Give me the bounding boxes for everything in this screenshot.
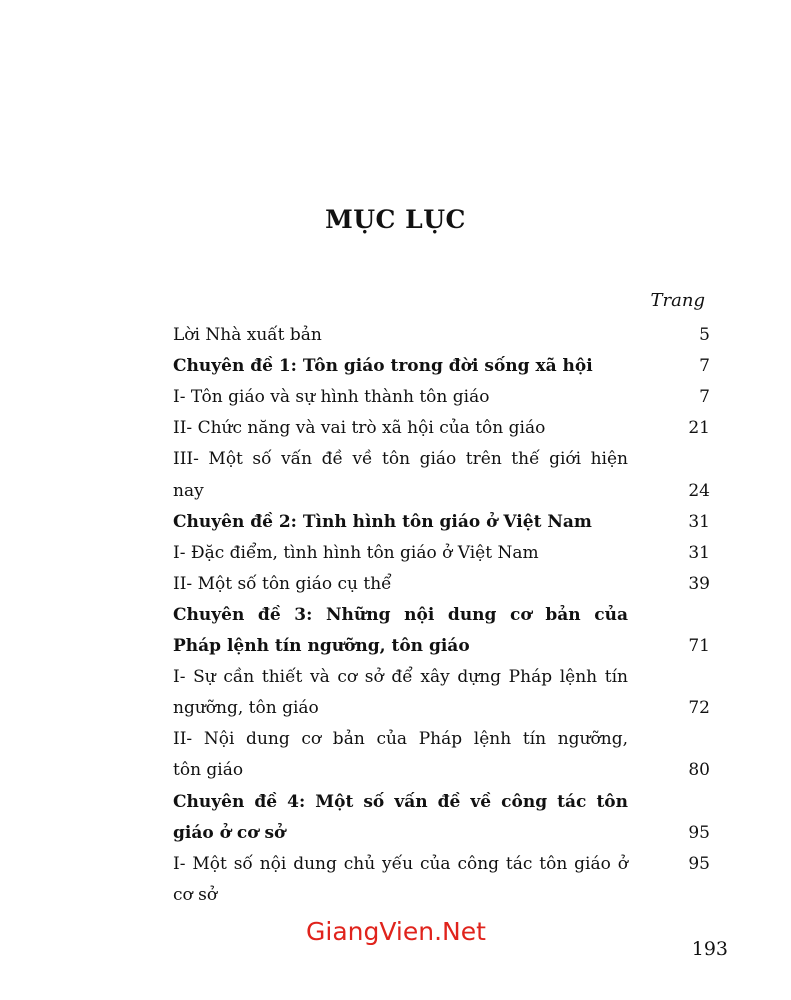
toc-entry-text: II- Một số tôn giáo cụ thể <box>173 573 392 594</box>
toc-entry <box>173 755 710 785</box>
toc-entry-text: cơ sở <box>173 884 218 905</box>
toc-entry-page: 7 <box>699 356 710 377</box>
page-title: MỤC LỤC <box>325 205 466 234</box>
toc-entry-text: ngưỡng, tôn giáo <box>173 698 319 719</box>
toc-entry-page: 80 <box>688 760 710 781</box>
toc-entry <box>173 444 710 474</box>
page-number: 193 <box>691 938 728 960</box>
toc-entry <box>173 818 710 848</box>
toc-entry-text: Chuyên đề 1: Tôn giáo trong đời sống xã hội <box>173 356 593 377</box>
toc-entry-text: I- Sự cần thiết và cơ sở để xây dựng Pháp lệnh tín <box>173 667 628 688</box>
toc-entry <box>173 693 710 723</box>
toc-entry <box>173 476 710 506</box>
toc-entry-page: 31 <box>688 542 710 563</box>
toc-entry <box>173 351 710 381</box>
toc-entry-page: 31 <box>688 511 710 532</box>
toc-entry-text: Lời Nhà xuất bản <box>173 325 322 345</box>
toc-entry <box>173 724 710 754</box>
toc-entry-page: 72 <box>688 698 710 719</box>
toc-entry <box>173 413 710 443</box>
toc-entry <box>173 382 710 412</box>
toc-entry-text: I- Một số nội dung chủ yếu của công tác tôn giáo ở <box>173 853 628 874</box>
toc-entry <box>173 631 710 661</box>
toc-entry-text: Chuyên đề 4: Một số vấn đề về công tác tôn <box>173 791 628 812</box>
toc-entry <box>173 507 710 537</box>
toc-entry-page: 24 <box>688 480 710 501</box>
toc-entry-page: 95 <box>688 822 710 843</box>
toc-entry-text: I- Đặc điểm, tình hình tôn giáo ở Việt Nam <box>173 542 539 563</box>
toc-entry-text: II- Chức năng và vai trò xã hội của tôn giáo <box>173 418 546 439</box>
toc-entry-page: 21 <box>688 418 710 439</box>
toc-entry-text: giáo ở cơ sở <box>173 822 286 843</box>
toc-entry-text: tôn giáo <box>173 760 244 781</box>
toc-entry-text: II- Nội dung cơ bản của Pháp lệnh tín ngưỡng, <box>173 729 628 750</box>
toc-entry <box>173 320 710 350</box>
toc-entry-text: III- Một số vấn đề về tôn giáo trên thế giới hiện <box>173 449 628 470</box>
toc-entry <box>173 569 710 599</box>
toc-entry-text: Chuyên đề 2: Tình hình tôn giáo ở Việt Nam <box>173 511 592 532</box>
toc-entry-text: Chuyên đề 3: Những nội dung cơ bản của <box>173 604 628 625</box>
toc-entry-page: 95 <box>688 853 710 874</box>
toc-entry <box>173 600 710 630</box>
toc-entry <box>173 880 710 910</box>
toc-entry-text: Pháp lệnh tín ngưỡng, tôn giáo <box>173 636 470 656</box>
toc-entry <box>173 538 710 568</box>
toc-entry-text: nay <box>173 480 204 501</box>
toc-entry <box>173 849 710 879</box>
toc-entry-page: 7 <box>699 387 710 408</box>
watermark: GiangVien.Net <box>306 917 486 946</box>
toc-entry-text: I- Tôn giáo và sự hình thành tôn giáo <box>173 387 490 408</box>
toc-entry <box>173 662 710 692</box>
toc-entry-page: 5 <box>699 325 710 345</box>
toc-entry-page: 71 <box>688 636 710 656</box>
toc-entry <box>173 787 710 817</box>
page-column-label: Trang <box>650 290 705 311</box>
toc-entry-page: 39 <box>688 573 710 594</box>
